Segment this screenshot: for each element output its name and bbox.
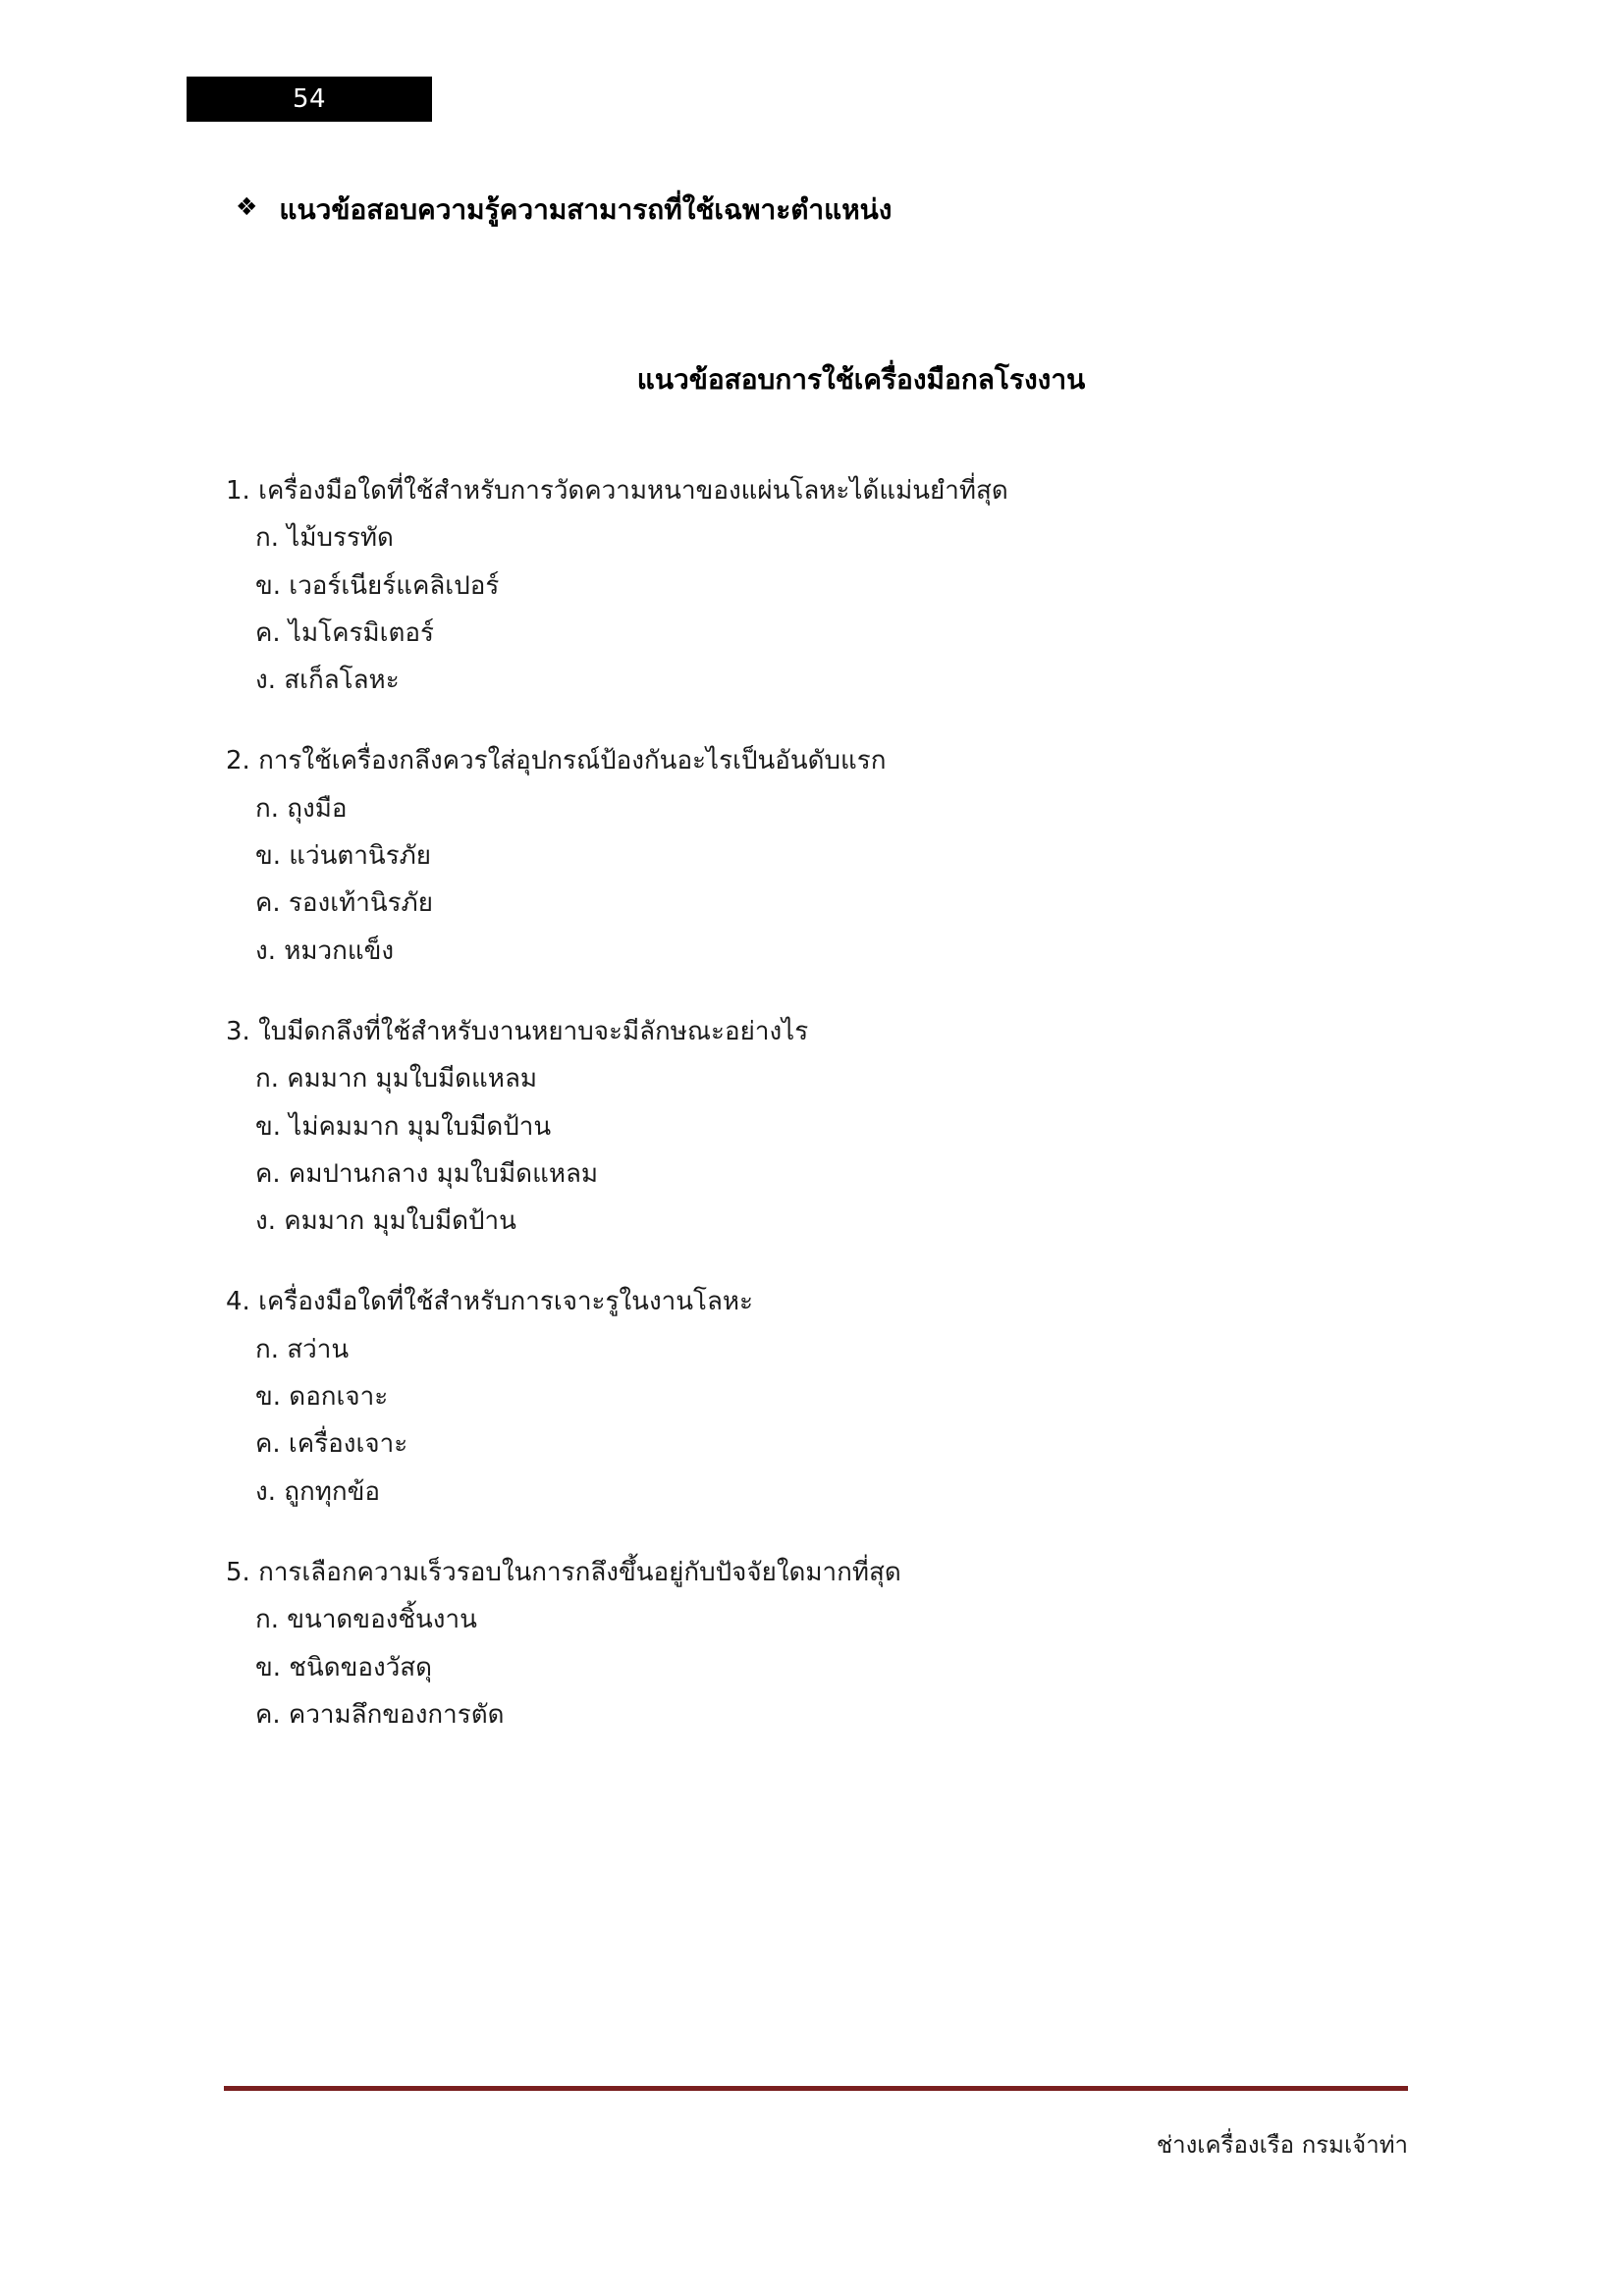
- question-choice: ก. สว่าน: [255, 1334, 350, 1364]
- question-choice: ก. คมมาก มุมใบมีดแหลม: [255, 1064, 538, 1095]
- question-item: [226, 1282, 1404, 1511]
- question-choice: ง. หมวกแข็ง: [255, 935, 395, 966]
- section-heading: [236, 192, 892, 228]
- section-heading-label: แนวข้อสอบความรู้ความสามารถที่ใช้เฉพาะตำแหน่ง: [279, 193, 893, 226]
- question-item: [226, 1553, 1404, 1735]
- question-choice: ก. ไม้บรรทัด: [255, 523, 394, 554]
- question-choice: ง. สเก็ลโลหะ: [255, 666, 400, 696]
- question-choice: ข. ไม่คมมาก มุมใบมีดป้าน: [255, 1111, 552, 1142]
- question-choice: ค. เครื่องเจาะ: [255, 1429, 408, 1460]
- question-choice: ข. ชนิดของวัสดุ: [255, 1652, 433, 1682]
- question-choice: ข. แว่นตานิรภัย: [255, 841, 432, 872]
- question-choice: ค. ไมโครมิเตอร์: [255, 617, 434, 648]
- footer-label: ช่างเครื่องเรือ กรมเจ้าท่า: [1156, 2131, 1408, 2159]
- question-stem: 1. เครื่องมือใดที่ใช้สำหรับการวัดความหนาของแผ่นโลหะได้แม่นยำที่สุด: [226, 476, 1008, 506]
- page-number-band: [187, 77, 432, 122]
- question-stem: 4. เครื่องมือใดที่ใช้สำหรับการเจาะรูในงานโลหะ: [226, 1287, 754, 1317]
- question-item: [226, 1012, 1404, 1241]
- question-stem: 2. การใช้เครื่องกลึงควรใส่อุปกรณ์ป้องกันอะไรเป็นอันดับแรก: [226, 746, 887, 776]
- question-choice: ก. ขนาดของชิ้นงาน: [255, 1605, 477, 1635]
- question-stem: 3. ใบมีดกลึงที่ใช้สำหรับงานหยาบจะมีลักษณะอย่างไร: [226, 1016, 809, 1046]
- question-choice: ข. ดอกเจาะ: [255, 1382, 389, 1413]
- question-item: [226, 471, 1404, 700]
- question-choice: ง. ถูกทุกข้อ: [255, 1476, 380, 1507]
- question-item: [226, 741, 1404, 970]
- question-stem: 5. การเลือกความเร็วรอบในการกลึงขึ้นอยู่กับปัจจัยใดมากที่สุด: [226, 1557, 901, 1587]
- question-choice: ก. ถุงมือ: [255, 793, 348, 824]
- question-list: [226, 471, 1404, 1776]
- diamond-bullet-icon: ❖: [236, 192, 258, 221]
- footer-divider: [224, 2086, 1408, 2091]
- question-choice: ข. เวอร์เนียร์แคลิเปอร์: [255, 570, 500, 601]
- question-choice: ง. คมมาก มุมใบมีดป้าน: [255, 1206, 516, 1237]
- question-choice: ค. รองเท้านิรภัย: [255, 888, 433, 919]
- question-choice: ค. คมปานกลาง มุมใบมีดแหลม: [255, 1158, 599, 1189]
- page-number: 54: [292, 84, 327, 114]
- question-choice: ค. ความลึกของการตัด: [255, 1699, 505, 1730]
- exam-subtitle: แนวข้อสอบการใช้เครื่องมือกลโรงงาน: [636, 363, 1086, 396]
